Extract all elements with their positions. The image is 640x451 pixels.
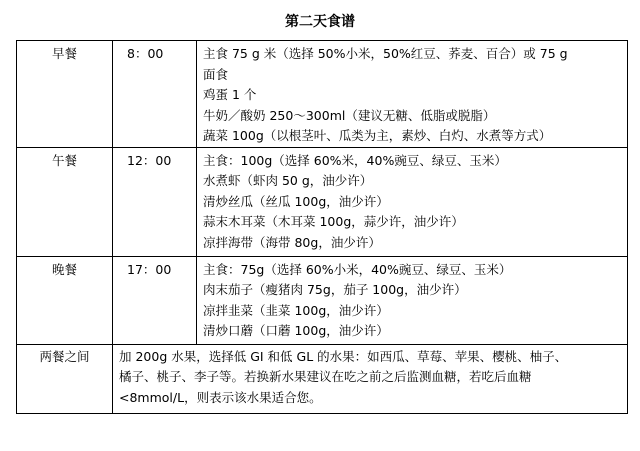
menu-line: 肉末茄子（瘦猪肉 75g，茄子 100g，油少许） — [203, 282, 467, 297]
menu-line: 主食 75 g 米（选择 50%小米，50%红豆、荞麦、百合）或 75 g — [203, 46, 568, 61]
meal-plan-table — [16, 40, 628, 414]
menu-line: 主食：75g（选择 60%小米，40%豌豆、绿豆、玉米） — [203, 261, 512, 277]
meal-time-dinner: 17：00 — [113, 256, 197, 344]
meal-name-lunch: 午餐 — [17, 147, 113, 256]
meal-time-breakfast: 8：00 — [113, 41, 197, 148]
menu-line: 清炒丝瓜（丝瓜 100g，油少许） — [203, 193, 389, 209]
table-row-lunch — [17, 147, 628, 256]
page-title: 第二天食谱 — [285, 14, 355, 30]
menu-line: 橘子、桃子、李子等。若换新水果建议在吃之前之后监测血糖，若吃后血糖 — [119, 369, 532, 384]
meal-menu-lunch — [197, 147, 628, 256]
table-row-dinner — [17, 256, 628, 344]
menu-line: 鸡蛋 1 个 — [203, 87, 257, 102]
meal-menu-between — [113, 344, 628, 413]
menu-line: 清炒口蘑（口蘑 100g，油少许） — [203, 323, 389, 338]
menu-line: 凉拌韭菜（韭菜 100g，油少许） — [203, 302, 389, 318]
meal-time-lunch: 12：00 — [113, 147, 197, 256]
table-row-between-meals — [17, 344, 628, 413]
menu-line: 蔬菜 100g（以根茎叶、瓜类为主，素炒、白灼、水煮等方式） — [203, 128, 552, 143]
menu-line: 牛奶／酸奶 250～300ml（建议无糖、低脂或脱脂） — [203, 107, 496, 123]
menu-line: 水煮虾（虾肉 50 g，油少许） — [203, 173, 373, 188]
meal-name-dinner: 晚餐 — [17, 256, 113, 344]
menu-line: 凉拌海带（海带 80g，油少许） — [203, 234, 381, 250]
menu-line: 主食：100g（选择 60%米，40%豌豆、绿豆、玉米） — [203, 152, 507, 168]
table-row-breakfast — [17, 41, 628, 148]
meal-name-between: 两餐之间 — [17, 344, 113, 413]
menu-line: 加 200g 水果，选择低 GI 和低 GL 的水果：如西瓜、草莓、苹果、樱桃、柚子、 — [119, 348, 568, 364]
menu-line: 面食 — [203, 66, 229, 82]
meal-name-breakfast: 早餐 — [17, 41, 113, 148]
meal-menu-breakfast — [197, 41, 628, 148]
menu-line: 蒜末木耳菜（木耳菜 100g，蒜少许，油少许） — [203, 214, 464, 229]
meal-menu-dinner — [197, 256, 628, 344]
menu-line: <8mmol/L，则表示该水果适合您。 — [119, 389, 322, 405]
